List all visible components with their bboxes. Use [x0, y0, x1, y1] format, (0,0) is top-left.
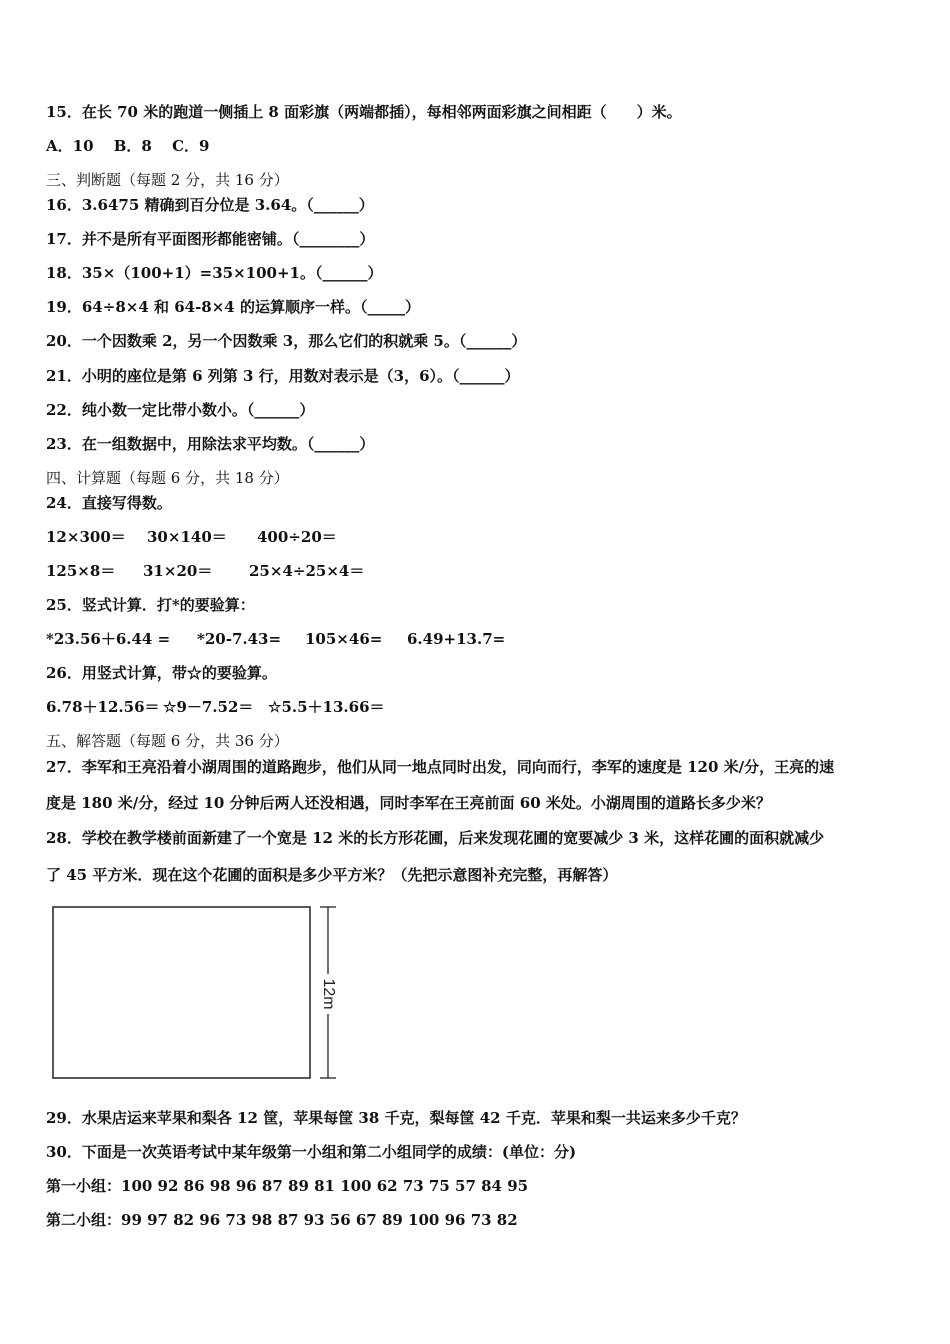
question-16: 16．3.6475 精确到百分位是 3.64。（______）	[46, 196, 374, 214]
question-21: 21．小明的座位是第 6 列第 3 行，用数对表示是（3，6）。（______）	[46, 367, 520, 385]
group-1-scores: 第一小组：100 92 86 98 96 87 89 81 100 62 73 75 57 84 95	[46, 1177, 529, 1195]
question-28-line-1: 28．学校在教学楼前面新建了一个宽是 12 米的长方形花圃，后来发现花圃的宽要减少 3 米，这样花圃的面积就减少	[46, 829, 825, 847]
question-27-line-2: 度是 180 米/分，经过 10 分钟后两人还没相遇，同时李军在王亮前面 60 米处。小湖周围的道路长多少米？	[46, 794, 771, 812]
section-5-heading: 五、解答题（每题 6 分，共 36 分）	[46, 732, 289, 750]
question-15-options: A．10 B．8 C．9	[46, 137, 210, 155]
calc-item: 31×20＝	[143, 562, 213, 580]
group-2-scores: 第二小组：99 97 82 96 73 98 87 93 56 67 89 100 96 73 82	[46, 1211, 518, 1229]
question-23: 23．在一组数据中，用除法求平均数。（______）	[46, 435, 375, 453]
question-26-row	[46, 697, 385, 717]
garden-rectangle	[53, 907, 310, 1078]
question-15: 15．在长 70 米的跑道一侧插上 8 面彩旗（两端都插），每相邻两面彩旗之间相距（ ）米。	[46, 103, 682, 121]
calc-item: 105×46=	[305, 630, 383, 648]
question-25-title: 25．竖式计算．打*的要验算：	[46, 596, 255, 614]
calc-item: *23.56＋6.44 =	[46, 630, 171, 648]
calc-item: 125×8＝	[46, 562, 116, 580]
calc-item: 12×300＝	[46, 528, 126, 546]
calc-item: *20-7.43=	[197, 630, 282, 648]
question-24-row-2	[46, 561, 364, 581]
section-4-heading: 四、计算题（每题 6 分，共 18 分）	[46, 469, 289, 487]
calc-item: 25×4÷25×4＝	[249, 562, 365, 580]
calc-item: 400÷20＝	[257, 528, 337, 546]
garden-rectangle-figure	[46, 898, 346, 1088]
calc-item: 30×140＝	[147, 528, 227, 546]
question-18: 18．35×（100+1）=35×100+1。（______）	[46, 264, 383, 282]
calc-item: ☆9－7.52＝	[163, 698, 254, 716]
question-20: 20．一个因数乘 2，另一个因数乘 3，那么它们的积就乘 5。（______）	[46, 332, 527, 350]
question-28-line-2: 了 45 平方米．现在这个花圃的面积是多少平方米？（先把示意图补充完整，再解答）	[46, 866, 618, 884]
question-24-title: 24．直接写得数。	[46, 494, 172, 512]
question-25-row	[46, 629, 505, 649]
question-30: 30．下面是一次英语考试中某年级第一小组和第二小组同学的成绩：(单位：分)	[46, 1143, 577, 1161]
question-27-line-1: 27．李军和王亮沿着小湖周围的道路跑步，他们从同一地点同时出发，同向而行，李军的速度是 120 米/分，王亮的速	[46, 758, 835, 776]
question-26-title: 26．用竖式计算，带☆的要验算。	[46, 664, 277, 682]
question-29: 29．水果店运来苹果和梨各 12 筐，苹果每筐 38 千克，梨每筐 42 千克．苹果和梨一共运来多少千克？	[46, 1109, 746, 1127]
question-17: 17．并不是所有平面图形都能密铺。（________）	[46, 230, 375, 248]
question-24-row-1	[46, 527, 337, 547]
question-22: 22．纯小数一定比带小数小。（______）	[46, 401, 315, 419]
calc-item: ☆5.5＋13.66＝	[268, 698, 385, 716]
section-3-heading: 三、判断题（每题 2 分，共 16 分）	[46, 171, 289, 189]
calc-item: 6.49+13.7=	[407, 630, 506, 648]
calc-item: 6.78＋12.56＝	[46, 698, 160, 716]
question-19: 19．64÷8×4 和 64-8×4 的运算顺序一样。（_____）	[46, 298, 420, 316]
width-label: 12m	[319, 978, 337, 1010]
